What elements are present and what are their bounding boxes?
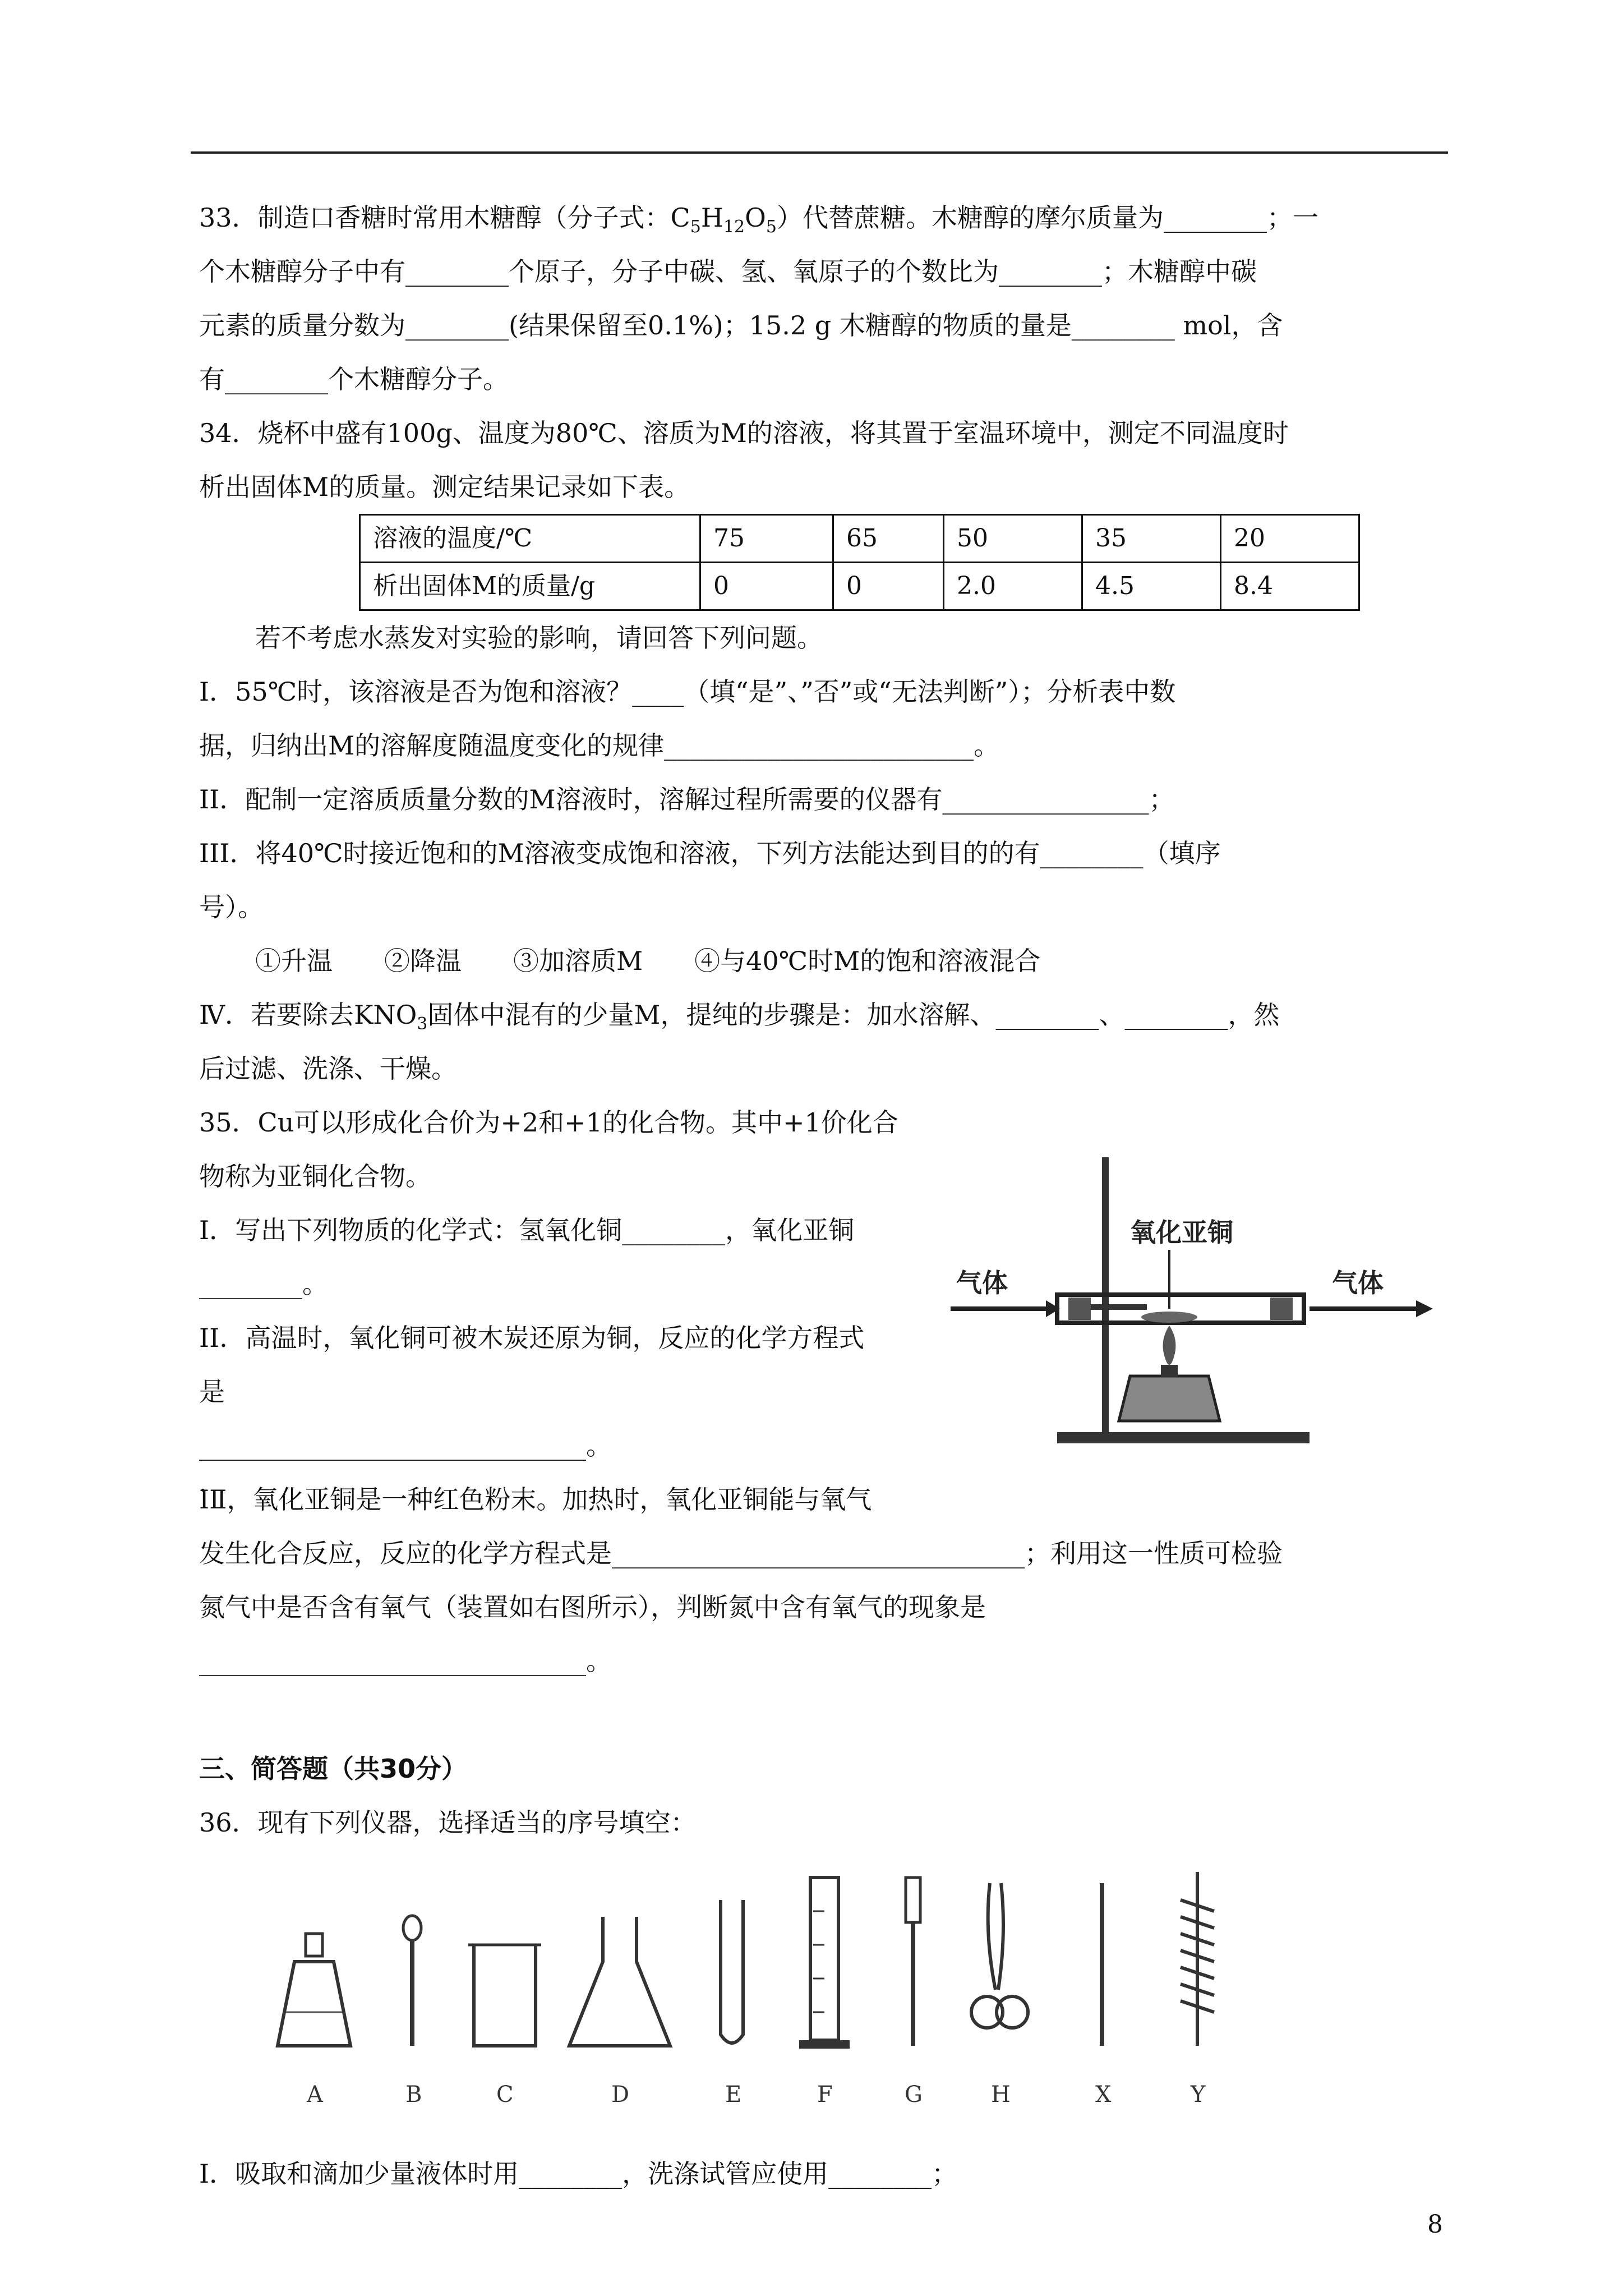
q35-line4: ________。 bbox=[199, 1269, 328, 1299]
q35-line1: 35．Cu可以形成化合价为+2和+1的化合物。其中+1价化合 bbox=[199, 1107, 898, 1138]
q35-line11: ______________________________。 bbox=[199, 1646, 612, 1676]
instrument-label: E bbox=[725, 2082, 742, 2108]
q34-iii-line1: III．将40℃时接近饱和的M溶液变成饱和溶液，下列方法能达到目的的有________（填序 bbox=[199, 838, 1221, 868]
q35-line10: 氮气中是否含有氧气（装置如右图所示），判断氮中含有氧气的现象是 bbox=[199, 1592, 986, 1622]
stand-rod bbox=[1102, 1157, 1109, 1438]
sample-powder bbox=[1141, 1312, 1197, 1323]
instrument-tongs-icon bbox=[971, 1883, 1028, 2028]
instrument-label: D bbox=[611, 2082, 630, 2108]
figure-label-top: 氧化亚铜 bbox=[1130, 1217, 1233, 1248]
table-cell: 溶液的温度/℃ bbox=[360, 515, 700, 563]
stand-base bbox=[1057, 1432, 1310, 1443]
table-cell: 50 bbox=[944, 515, 1082, 563]
q33-line2: 个木糖醇分子中有________个原子，分子中碳、氢、氧原子的个数比为________；木糖醇中碳 bbox=[199, 256, 1257, 287]
table-row bbox=[360, 563, 1359, 610]
table-cell: 析出固体M的质量/g bbox=[360, 563, 700, 610]
tube-stopper-left bbox=[1068, 1297, 1091, 1320]
table-cell: 0 bbox=[700, 563, 833, 610]
table-cell: 20 bbox=[1221, 515, 1359, 563]
figure-label-right: 气体 bbox=[1332, 1268, 1384, 1298]
lamp-wick bbox=[1161, 1365, 1178, 1377]
q33-line3: 元素的质量分数为________(结果保留至0.1%)；15.2 g 木糖醇的物质的量是________ mol，含 bbox=[199, 310, 1283, 341]
q34-iv-line2: 后过滤、洗涤、干燥。 bbox=[199, 1053, 457, 1084]
q34-options: ①升温 ②降温 ③加溶质M ④与40℃时M的饱和溶液混合 bbox=[255, 946, 1041, 976]
page-content bbox=[199, 191, 1399, 2201]
table-cell: 4.5 bbox=[1082, 563, 1221, 610]
table-cell: 75 bbox=[700, 515, 833, 563]
tube-stopper-right bbox=[1270, 1297, 1293, 1320]
q35-line3: I．写出下列物质的化学式：氢氧化铜________，氧化亚铜 bbox=[199, 1215, 855, 1245]
q34-i-line1: I．55℃时，该溶液是否为饱和溶液？____（填“是”、”否”或“无法判断”）；分析表中数 bbox=[199, 677, 1176, 707]
instrument-label: H bbox=[991, 2082, 1011, 2108]
q33-line1: 33．制造口香糖时常用木糖醇（分子式：$C_5H_{12}O_5$）代替蔗糖。木糖醇的摩尔质量为________；一 bbox=[199, 203, 1318, 237]
instrument-label: B bbox=[405, 2082, 422, 2108]
q35-line5: II．高温时，氧化铜可被木炭还原为铜，反应的化学方程式 bbox=[199, 1323, 865, 1353]
table-cell: 35 bbox=[1082, 515, 1221, 563]
q35-line9: 发生化合反应，反应的化学方程式是________________________________；利用这一性质可检验 bbox=[199, 1538, 1283, 1568]
instrument-alcohol-lamp-icon bbox=[278, 1934, 351, 2046]
section-title: 三、简答题（共30分） bbox=[199, 1754, 468, 1784]
instrument-dropper-icon bbox=[403, 1916, 421, 2046]
page-number: 8 bbox=[1427, 2210, 1443, 2239]
q35-line7: ______________________________。 bbox=[199, 1430, 612, 1461]
table-cell: 8.4 bbox=[1221, 563, 1359, 610]
arrow-head-icon bbox=[1416, 1300, 1433, 1317]
q35-line2: 物称为亚铜化合物。 bbox=[199, 1161, 431, 1191]
q34-iii-line2: 号）。 bbox=[199, 892, 264, 922]
instrument-test-tube-icon bbox=[721, 1900, 743, 2043]
instrument-graduated-cylinder-icon bbox=[799, 1878, 850, 2049]
instrument-beaker-icon bbox=[468, 1945, 541, 2046]
instrument-label: X bbox=[1095, 2082, 1112, 2108]
q34-line2: 析出固体M的质量。测定结果记录如下表。 bbox=[199, 472, 690, 502]
q36-instruments-figure bbox=[266, 1866, 1321, 2136]
table-cell: 2.0 bbox=[944, 563, 1082, 610]
header-rule bbox=[191, 151, 1448, 154]
q36-intro: 36．现有下列仪器，选择适当的序号填空： bbox=[199, 1807, 697, 1838]
instrument-test-tube-brush-icon bbox=[1181, 1872, 1214, 2046]
instrument-conical-flask-icon bbox=[569, 1917, 670, 2046]
alcohol-lamp-icon bbox=[1119, 1376, 1220, 1421]
q34-i-line2: 据，归纳出M的溶解度随温度变化的规律________________________。 bbox=[199, 730, 1000, 761]
instrument-label: A bbox=[307, 2082, 323, 2108]
q35-apparatus-figure bbox=[945, 1140, 1450, 1466]
q34-line3: 若不考虑水蒸发对实验的影响，请回答下列问题。 bbox=[255, 623, 823, 653]
table-cell: 65 bbox=[833, 515, 944, 563]
q33-line4: 有________个木糖醇分子。 bbox=[199, 364, 509, 394]
flame-icon bbox=[1163, 1326, 1176, 1365]
figure-label-left: 气体 bbox=[956, 1268, 1008, 1298]
q34-ii: II．配制一定溶质质量分数的M溶液时，溶解过程所需要的仪器有________________； bbox=[199, 784, 1175, 815]
table-row bbox=[360, 515, 1359, 563]
q34-iv-line1: Ⅳ．若要除去$KNO_3$固体中混有的少量M，提纯的步骤是：加水溶解、________、________，然 bbox=[199, 1000, 1280, 1034]
q35-line8: Ⅰ̇Ⅱ，氧化亚铜是一种红色粉末。加热时，氧化亚铜能与氧气 bbox=[199, 1484, 872, 1515]
q34-line1: 34．烧杯中盛有100g、温度为80℃、溶质为M的溶液，将其置于室温环境中，测定不同温度时 bbox=[199, 418, 1289, 448]
q36-i: I．吸取和滴加少量液体时用________，洗涤试管应使用________； bbox=[199, 2159, 958, 2189]
instrument-label: G bbox=[905, 2082, 923, 2108]
instrument-pipette-icon bbox=[906, 1878, 920, 2046]
q35-line6: 是 bbox=[199, 1377, 225, 1407]
table-cell: 0 bbox=[833, 563, 944, 610]
q34-data-table bbox=[359, 514, 1360, 611]
instrument-label: Y bbox=[1191, 2082, 1206, 2108]
instrument-label: F bbox=[817, 2082, 833, 2108]
q35-block bbox=[199, 1096, 1399, 1526]
instrument-label: C bbox=[496, 2082, 514, 2108]
